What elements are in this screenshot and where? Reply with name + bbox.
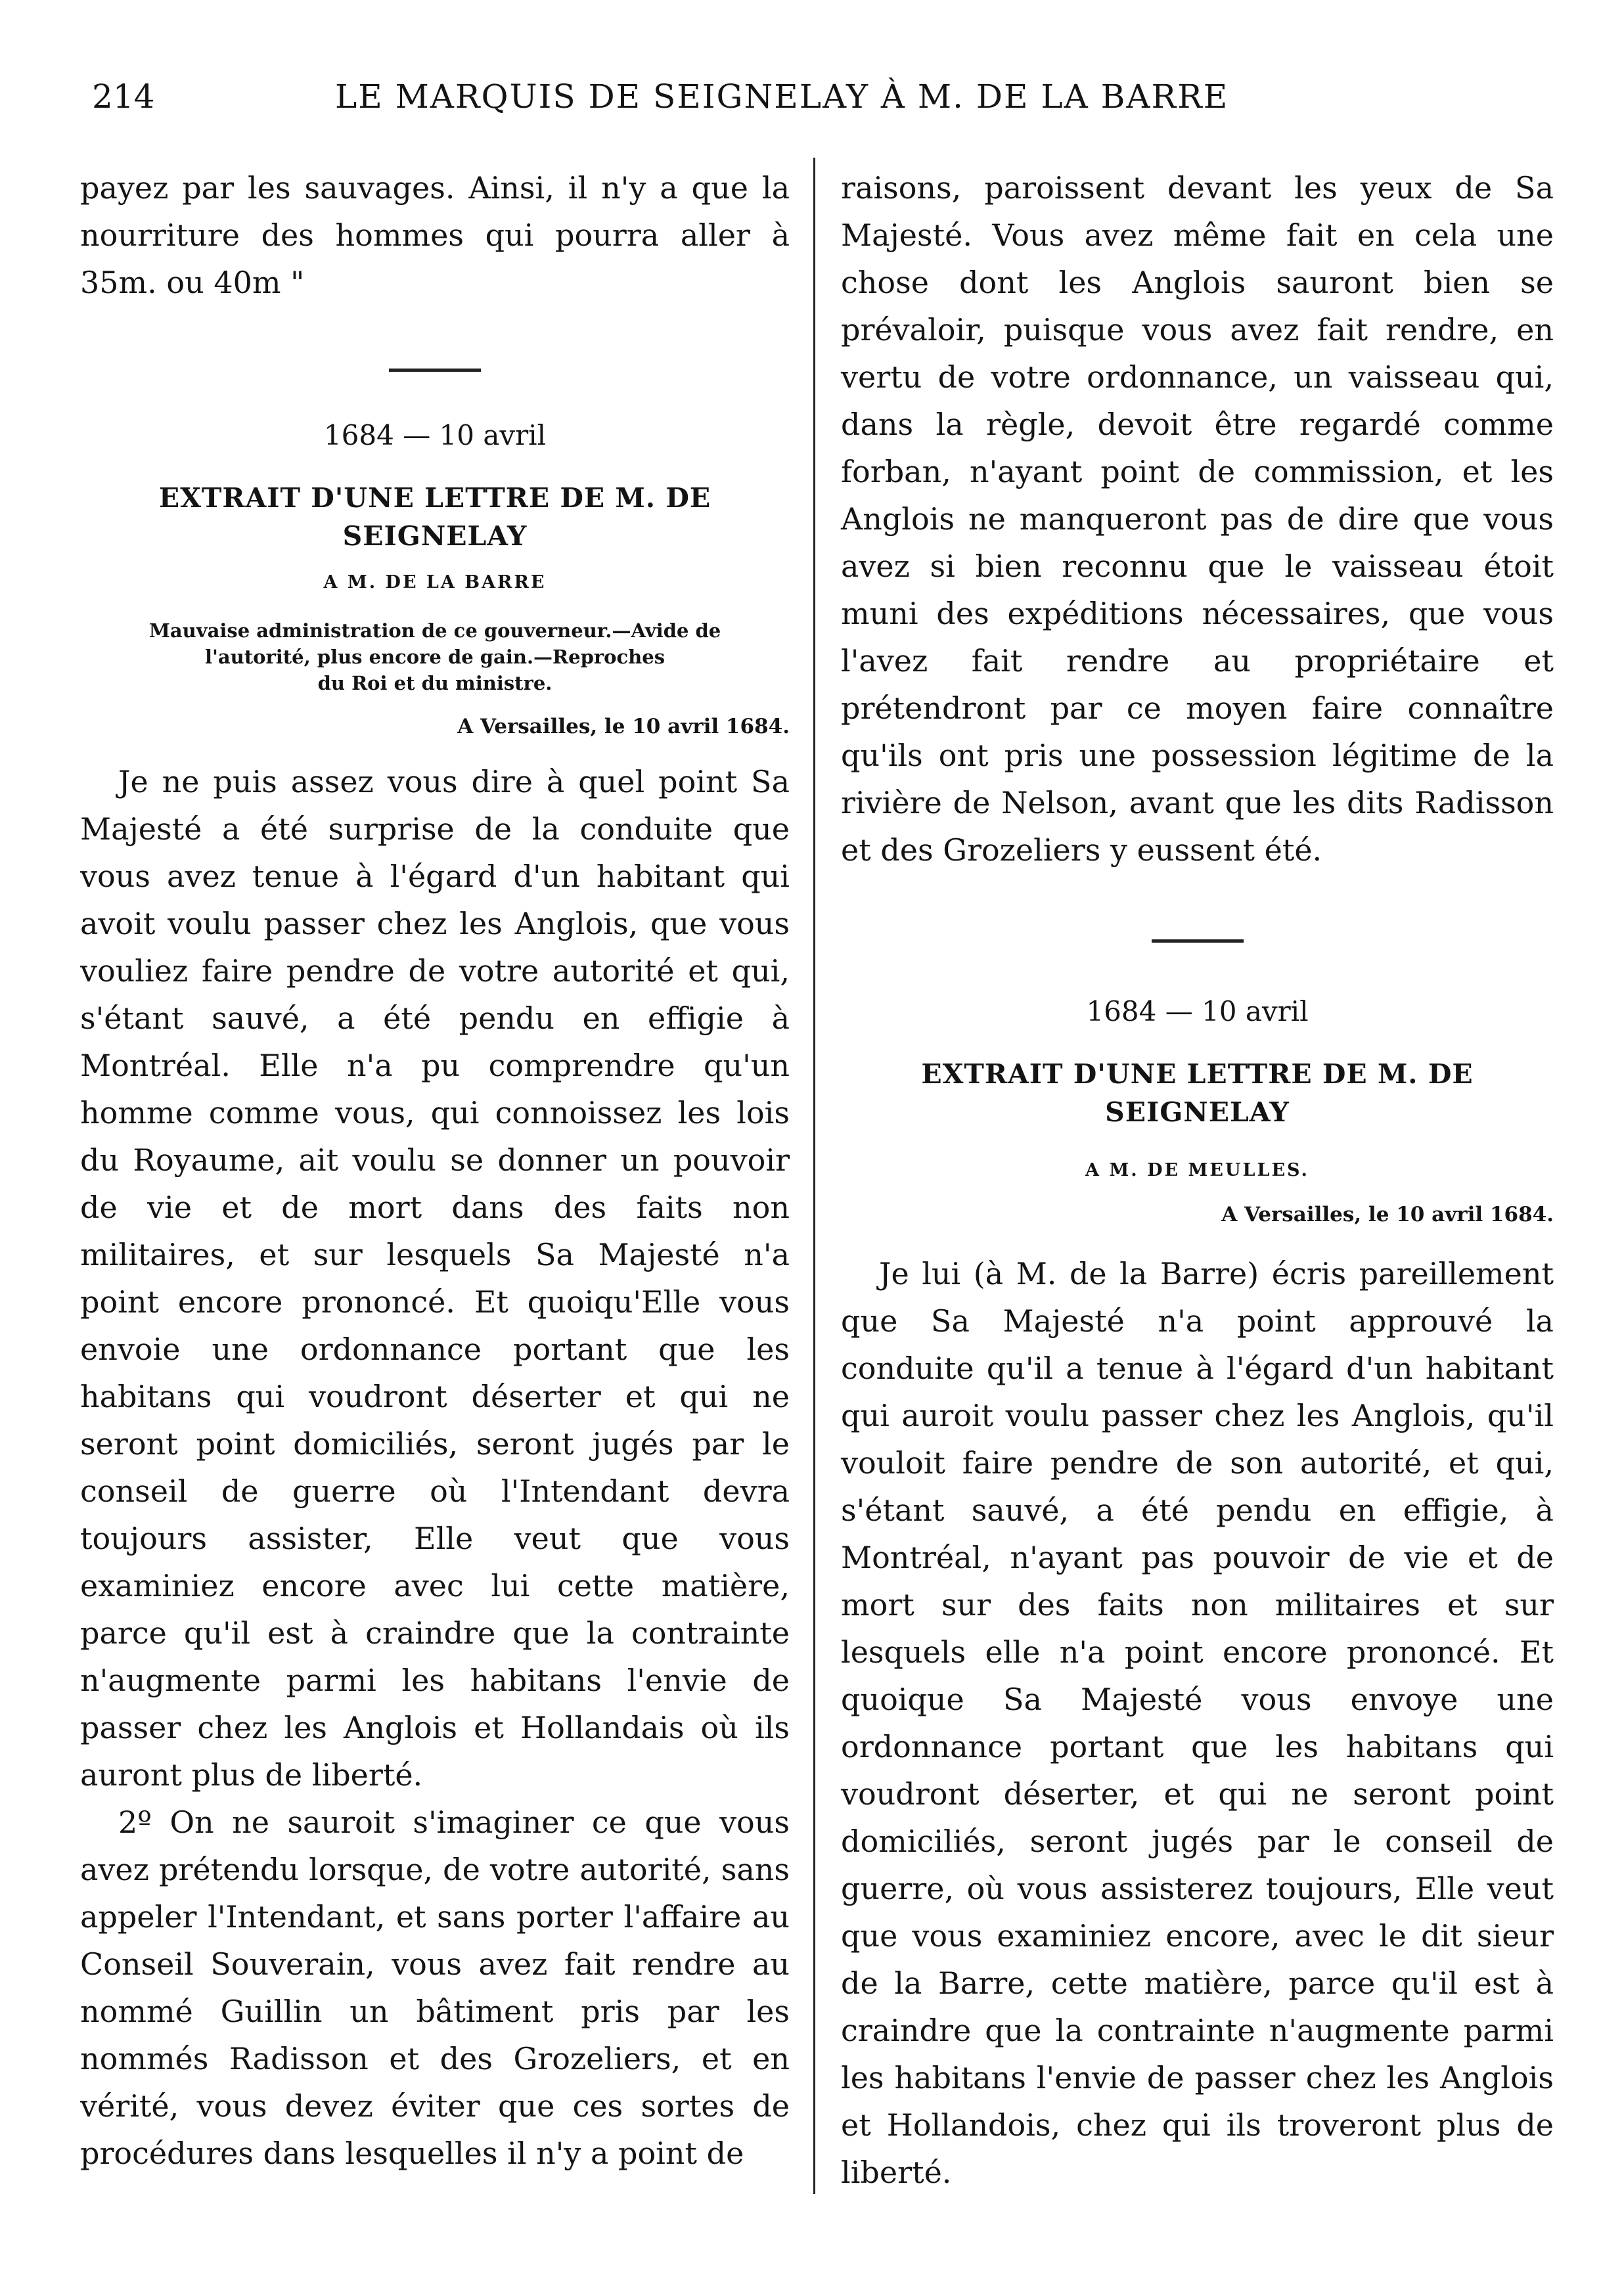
letter-date: 1684 — 10 avril xyxy=(323,419,547,451)
letter-summary-line2: l'autorité, plus encore de gain.—Reproches xyxy=(204,646,665,668)
letter-title-line2: SEIGNELAY xyxy=(342,520,528,552)
letter-dateline: A Versailles, le 10 avril 1684. xyxy=(457,715,790,738)
continuation-text: raisons, paroissent devant les yeux de Sa Majesté. Vous avez même fait en cela une chose dont les Anglois sauront bien se prévaloir, puisque vous avez fait rendre, en vertu de votre ordonnance, un vaisseau qui, dans la règle, devoit être regardé comme forban, n'ayant point de commission, et les Anglois ne manqueront pas de dire que vous avez si bien reconnu que le vaisseau étoit muni des expéditions nécessaires, que vous l'avez fait rendre au propriétaire et prétendront par ce moyen faire connaître qu'ils ont pris une possession légitime de la rivière de Nelson, avant que les dits Radisson et des Grozeliers y eussent été. xyxy=(841,170,1554,868)
letter-date: 1684 — 10 avril xyxy=(1086,995,1309,1027)
letter-summary-line3: du Roi et du ministre. xyxy=(317,672,553,694)
letter-addressee: A M. DE LA BARRE xyxy=(323,572,547,593)
letter-title-line2: SEIGNELAY xyxy=(1105,1096,1290,1128)
letter-title-line1: EXTRAIT D'UNE LETTRE DE M. DE xyxy=(921,1058,1474,1090)
page-header xyxy=(0,78,1624,130)
right-column xyxy=(841,164,1554,2196)
letter-summary-line1: Mauvaise administration de ce gouverneur.—Avide de xyxy=(148,619,721,642)
page-number: 214 xyxy=(92,78,155,116)
column-divider xyxy=(813,158,815,2194)
letter-paragraph: 2º On ne sauroit s'imaginer ce que vous avez prétendu lorsque, de votre autorité, sans appeler l'Intendant, et sans porter l'affaire au Conseil Souverain, vous avez fait rendre au nommé Guillin un bâtiment pris par les nommés Radisson et des Grozeliers, et en vérité, vous devez éviter que ces sortes de procédures dans lesquelles il n'y a point de xyxy=(80,1804,790,2171)
letter-title-line1: EXTRAIT D'UNE LETTRE DE M. DE xyxy=(158,482,711,514)
left-column xyxy=(80,164,790,2177)
letter-paragraph: Je ne puis assez vous dire à quel point Sa Majesté a été surprise de la conduite que vous avez tenue à l'égard d'un habitant qui avoit voulu passer chez les Anglois, que vous vouliez faire pendre de votre autorité et qui, s'étant sauvé, a été pendu en effigie à Montréal. Elle n'a pu comprendre qu'un homme comme vous, qui connoissez les lois du Royaume, ait voulu se donner un pouvoir de vie et de mort dans des faits non militaires, et sur lesquels Sa Majesté n'a point encore prononcé. Et quoiqu'Elle vous envoie une ordonnance portant que les habitans qui voudront déserter et qui ne seront point domiciliés, seront jugés par le conseil de guerre où l'Intendant devra toujours assister, Elle veut que vous examiniez encore avec lui cette matière, parce qu'il est à craindre que la contrainte n'augmente parmi les habitans l'envie de passer chez les Anglois et Hollandais où ils auront plus de liberté. xyxy=(80,764,790,1793)
running-title: LE MARQUIS DE SEIGNELAY À M. DE LA BARRE xyxy=(335,78,1229,116)
carry-over-text: payez par les sauvages. Ainsi, il n'y a que la nourriture des hommes qui pourra aller à 35m. ou 40m " xyxy=(80,170,790,300)
letter-addressee: A M. DE MEULLES. xyxy=(1085,1160,1309,1180)
letter-dateline: A Versailles, le 10 avril 1684. xyxy=(1221,1203,1554,1226)
letter-paragraph: Je lui (à M. de la Barre) écris pareillement que Sa Majesté n'a point approuvé la conduite qu'il a tenue à l'égard d'un habitant qui auroit voulu passer chez les Anglois, qu'il vouloit faire pendre de son autorité, et qui, s'étant sauvé, a été pendu en effigie, à Montréal, n'ayant pas pouvoir de vie et de mort sur des faits non militaires et sur lesquels elle n'a point encore prononcé. Et quoique Sa Majesté vous envoye une ordonnance portant que les habitans qui voudront déserter, et qui ne seront point domiciliés, seront jugés par le conseil de guerre, où vous assisterez toujours, Elle veut que vous examiniez encore, avec le dit sieur de la Barre, cette matière, parce qu'il est à craindre que la contrainte n'augmente parmi les habitans l'envie de passer chez les Anglois et Hollandois, chez qui ils troveront plus de liberté. xyxy=(841,1256,1554,2190)
